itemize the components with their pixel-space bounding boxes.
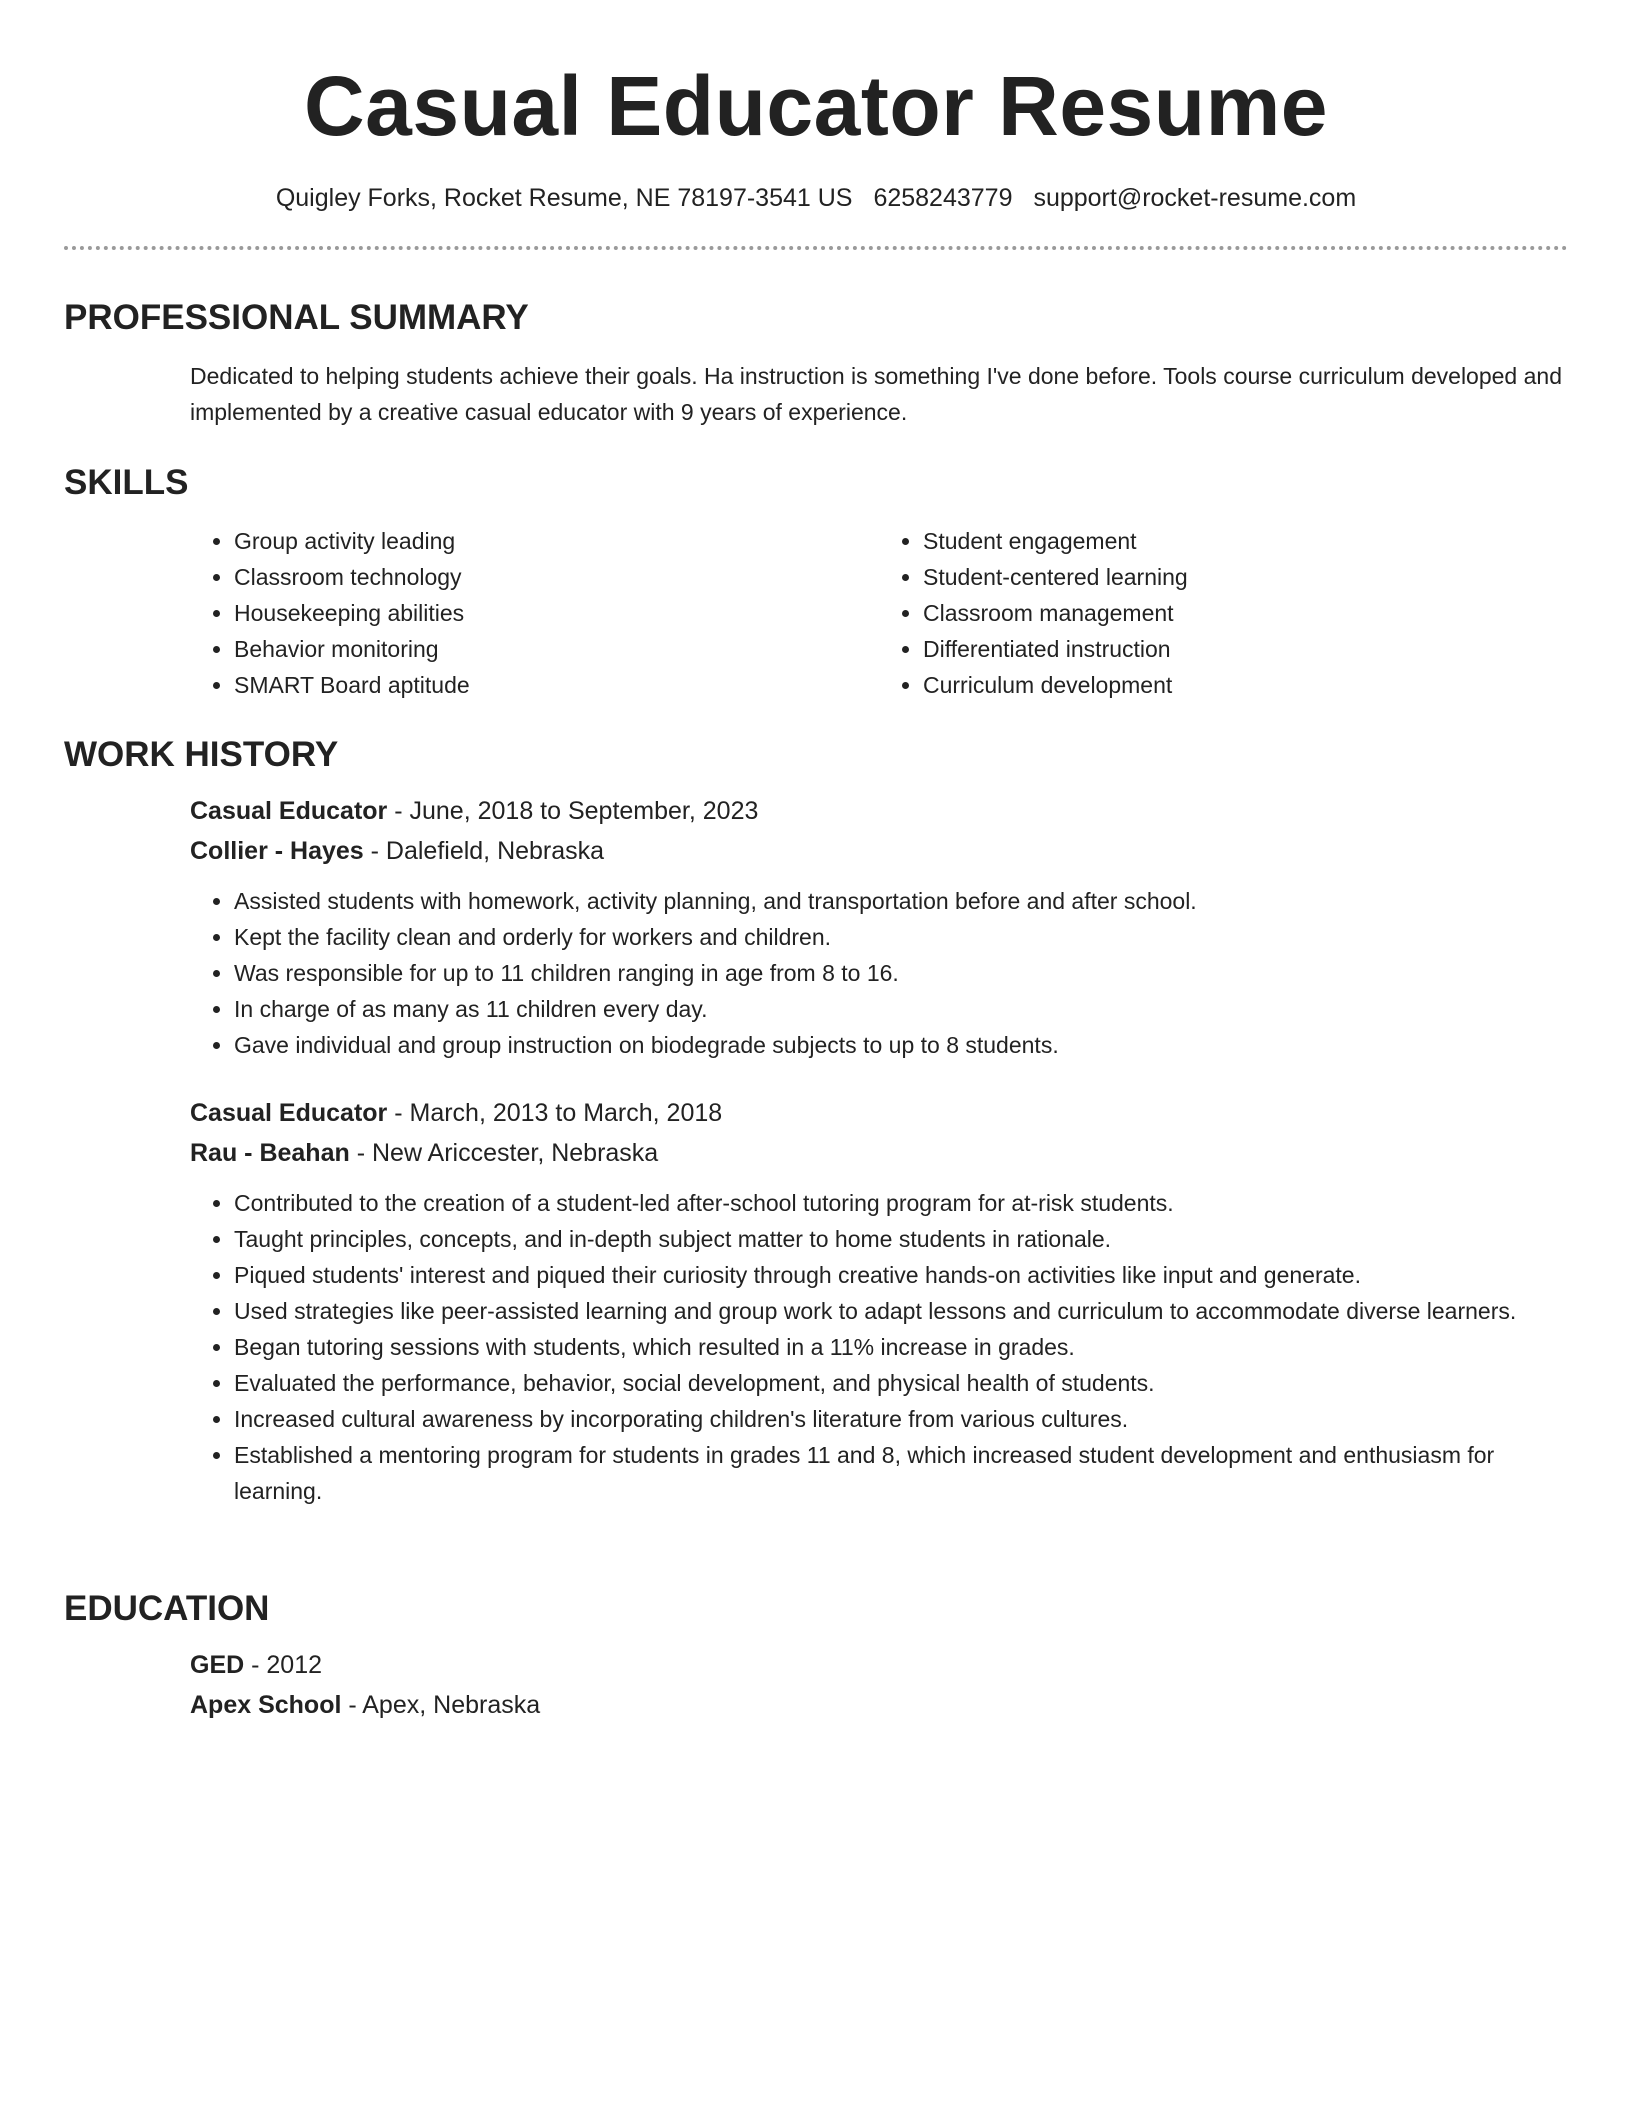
header-divider [64,246,1568,250]
duty-item: • In charge of as many as 11 children every day. [234,991,1574,1027]
job-duties [190,1185,1574,1509]
skill-item: • Behavior monitoring [234,631,879,667]
skills-right-list [879,523,1568,703]
duty-item: • Assisted students with homework, activity planning, and transportation before and after school. [234,883,1574,919]
resume-name: Casual Educator Resume [303,59,1328,153]
education-entry [190,1645,1568,1725]
skills-section [64,461,1568,703]
skill-item: • SMART Board aptitude [234,667,879,703]
summary-title: PROFESSIONAL SUMMARY [64,298,529,337]
duty-item: • Established a mentoring program for students in grades 11 and 8, which increased student development and enthusiasm for learning. [234,1437,1574,1509]
duty-item: • Used strategies like peer-assisted learning and group work to adapt lessons and curriculum to accommodate diverse learners. [234,1293,1574,1329]
skill-item: • Student engagement [923,523,1568,559]
duty-item: • Evaluated the performance, behavior, social development, and physical health of students. [234,1365,1574,1401]
skills-title: SKILLS [64,463,189,502]
job-position: Casual Educator [190,797,388,825]
skills-left-list [190,523,879,703]
education-degree: GED [190,1651,245,1679]
education-title: EDUCATION [64,1589,270,1628]
job-company-line [190,831,1568,871]
education-school-line [190,1685,1568,1725]
duty-item: • Was responsible for up to 11 children ranging in age from 8 to 16. [234,955,1574,991]
contact-phone: 6258243779 [873,184,1013,212]
education-location: - Apex, Nebraska [341,1691,541,1719]
education-degree-line [190,1645,1568,1685]
resume-page [64,0,1568,1719]
job-entry [190,791,1568,1063]
contact-line [64,182,1568,214]
job-company: Rau - Beahan [190,1139,350,1167]
job-dates: - March, 2013 to March, 2018 [387,1099,723,1127]
duty-item: • Gave individual and group instruction on biodegrade subjects to up to 8 students. [234,1027,1574,1063]
job-position-line [190,791,1568,831]
duty-item: • Kept the facility clean and orderly for workers and children. [234,919,1574,955]
skill-item: • Classroom management [923,595,1568,631]
skill-item: • Curriculum development [923,667,1568,703]
job-location: - New Ariccester, Nebraska [349,1139,659,1167]
duty-item: • Increased cultural awareness by incorporating children's literature from various cultures. [234,1401,1574,1437]
education-section [64,1587,1568,1725]
job-entry [190,1093,1568,1509]
job-company-line [190,1133,1568,1173]
skills-columns [190,523,1568,703]
duty-item: • Contributed to the creation of a student-led after-school tutoring program for at-risk students. [234,1185,1574,1221]
education-year: - 2012 [244,1651,323,1679]
duty-item: • Piqued students' interest and piqued their curiosity through creative hands-on activities like input and generate. [234,1257,1574,1293]
skill-item: • Housekeeping abilities [234,595,879,631]
job-dates: - June, 2018 to September, 2023 [387,797,759,825]
contact-address: Quigley Forks, Rocket Resume, NE 78197-3541 US [275,184,853,212]
job-position: Casual Educator [190,1099,388,1127]
duty-item: • Taught principles, concepts, and in-depth subject matter to home students in rationale. [234,1221,1574,1257]
job-position-line [190,1093,1568,1133]
job-duties [190,883,1574,1063]
job-location: - Dalefield, Nebraska [363,837,605,865]
job-company: Collier - Hayes [190,837,364,865]
duty-item: • Began tutoring sessions with students, which resulted in a 11% increase in grades. [234,1329,1574,1365]
work-title: WORK HISTORY [64,735,339,774]
skill-item: • Classroom technology [234,559,879,595]
summary-section [64,296,1568,430]
skill-item: • Differentiated instruction [923,631,1568,667]
contact-email: support@rocket-resume.com [1033,184,1357,212]
skill-item: • Group activity leading [234,523,879,559]
skill-item: • Student-centered learning [923,559,1568,595]
work-section [64,733,1568,1509]
summary-text: Dedicated to helping students achieve their goals. Ha instruction is something I've done before. Tools course curriculum developed and implemented by a creative casual educator with 9 years of experience. [190,363,1562,425]
education-school: Apex School [190,1691,342,1719]
